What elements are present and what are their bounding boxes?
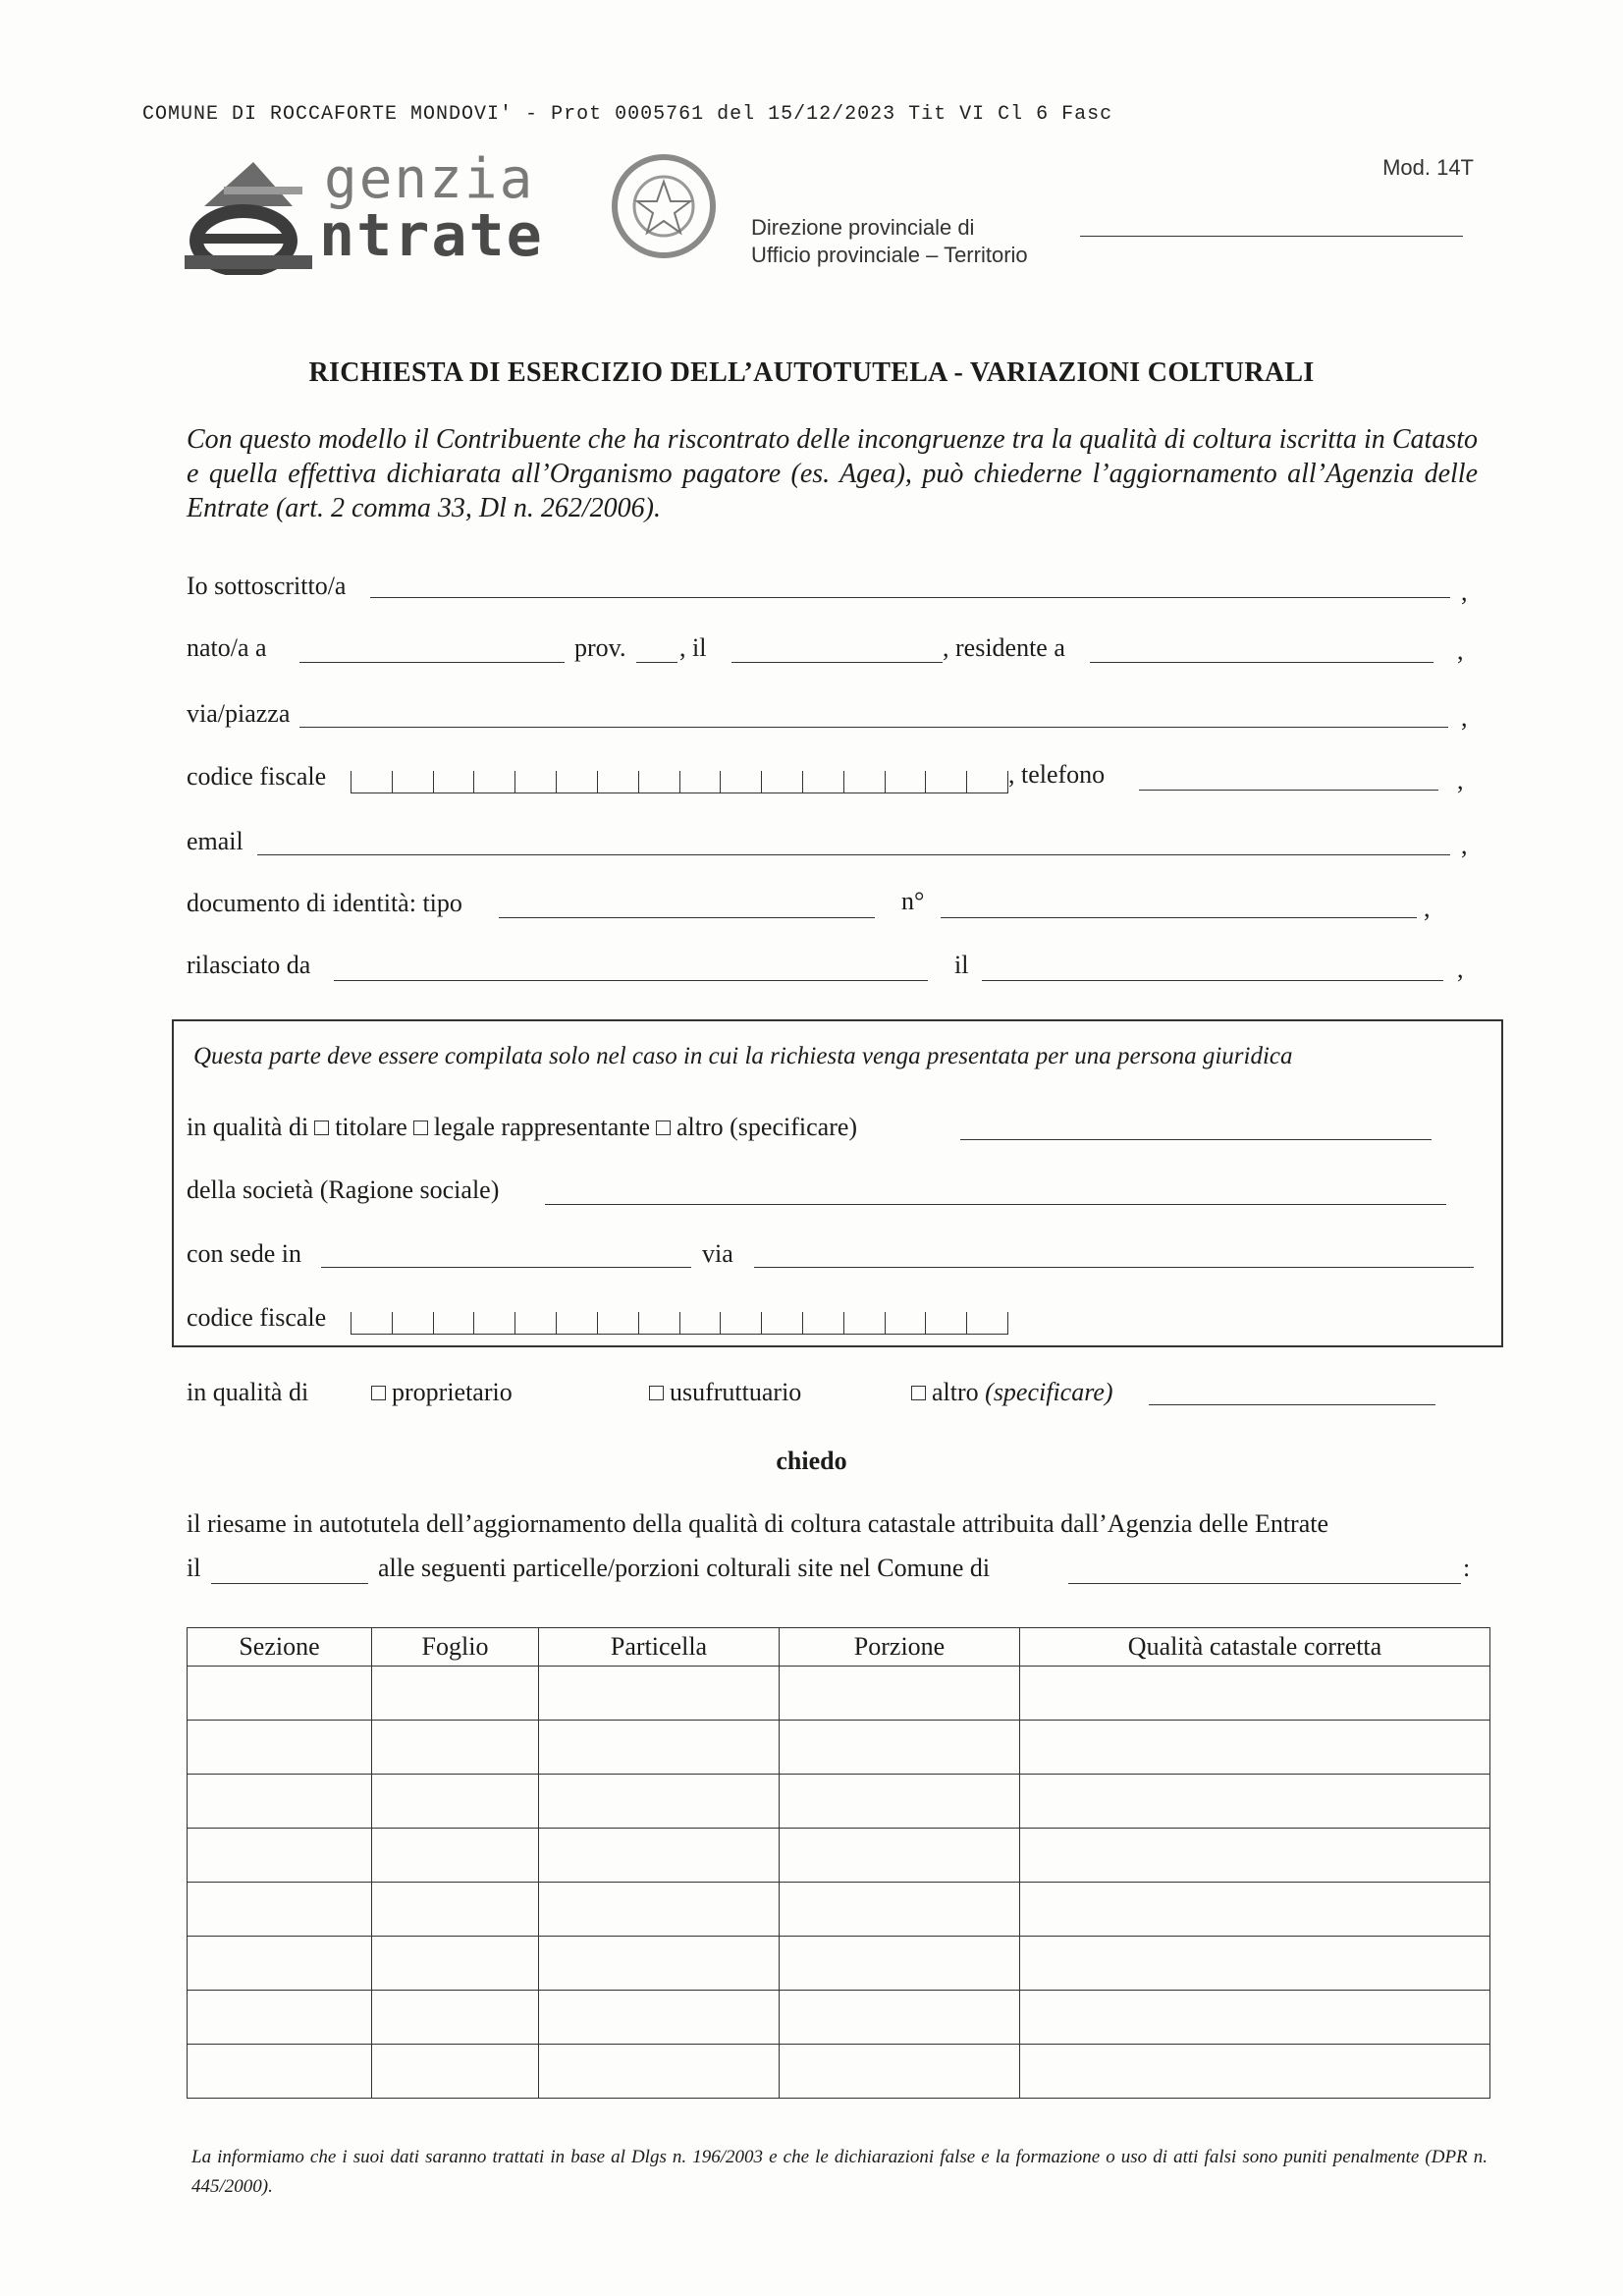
documento-label: documento di identità: tipo xyxy=(187,889,462,917)
table-cell[interactable] xyxy=(372,1883,539,1937)
direzione-input-line[interactable] xyxy=(1080,236,1463,237)
documento-numero-field[interactable] xyxy=(941,917,1417,918)
table-cell[interactable] xyxy=(539,1775,780,1829)
logo-text-genzia: genzia xyxy=(324,147,535,211)
table-cell[interactable] xyxy=(1020,1937,1490,1991)
box-cf-label: codice fiscale xyxy=(187,1303,327,1332)
comma: , xyxy=(1457,955,1464,983)
table-cell[interactable] xyxy=(1020,1829,1490,1883)
box-via-field[interactable] xyxy=(754,1267,1474,1268)
col-porzione: Porzione xyxy=(780,1628,1020,1667)
table-cell[interactable] xyxy=(539,1667,780,1721)
mod-number: Mod. 14T xyxy=(1382,155,1474,180)
table-cell[interactable] xyxy=(1020,1991,1490,2045)
riesame-il-label: il xyxy=(187,1554,201,1582)
email-label: email xyxy=(187,827,243,855)
chiedo-label: chiedo xyxy=(776,1447,847,1475)
nato-label: nato/a a xyxy=(187,633,267,662)
particelle-table xyxy=(187,1627,1490,2099)
logo-a-shape xyxy=(204,162,293,206)
table-cell[interactable] xyxy=(188,1667,372,1721)
numero-label: n° xyxy=(901,887,925,915)
rilasciato-label: rilasciato da xyxy=(187,951,311,979)
sottoscritto-field[interactable] xyxy=(370,597,1450,598)
specificare-label: (specificare) xyxy=(985,1378,1113,1406)
table-cell[interactable] xyxy=(780,1883,1020,1937)
table-cell[interactable] xyxy=(372,1991,539,2045)
direzione-label: Direzione provinciale di xyxy=(751,215,975,240)
proprietario-option xyxy=(365,1378,513,1407)
protocol-stamp: COMUNE DI ROCCAFORTE MONDOVI' - Prot 0005761 del 15/12/2023 Tit VI Cl 6 Fasc xyxy=(142,103,1113,126)
qualita-altro-label: altro xyxy=(932,1378,979,1406)
table-cell[interactable] xyxy=(372,1775,539,1829)
proprietario-label: proprietario xyxy=(392,1378,513,1406)
il-label: , il xyxy=(679,633,707,662)
table-cell[interactable] xyxy=(372,1667,539,1721)
altro-option xyxy=(905,1378,1113,1407)
table-cell[interactable] xyxy=(1020,1775,1490,1829)
cf-label: codice fiscale xyxy=(187,762,327,791)
altro-label: altro (specificare) xyxy=(676,1113,858,1141)
prov-label: prov. xyxy=(574,633,626,662)
table-row xyxy=(188,1991,1490,2045)
table-cell[interactable] xyxy=(372,1721,539,1775)
table-cell[interactable] xyxy=(539,1937,780,1991)
residente-label: , residente a xyxy=(943,633,1065,662)
riesame-line2: alle seguenti particelle/porzioni colturali site nel Comune di xyxy=(378,1554,991,1582)
table-row xyxy=(188,1667,1490,1721)
riesame-data-field[interactable] xyxy=(211,1583,368,1584)
table-cell[interactable] xyxy=(372,1937,539,1991)
table-header-row xyxy=(188,1628,1490,1667)
table-row xyxy=(188,2045,1490,2099)
rilasciato-il-label: il xyxy=(954,951,969,979)
codice-fiscale-boxes[interactable] xyxy=(351,771,1008,793)
table-row xyxy=(188,1883,1490,1937)
box-qualita-row xyxy=(187,1113,857,1142)
documento-tipo-field[interactable] xyxy=(499,917,875,918)
sottoscritto-label: Io sottoscritto/a xyxy=(187,572,347,600)
col-sezion: Sezione xyxy=(188,1628,372,1667)
via-label: via/piazza xyxy=(187,699,291,728)
logo-text-ntrate: ntrate xyxy=(319,201,544,270)
data-nascita-field[interactable] xyxy=(731,662,943,663)
altro-checkbox[interactable] xyxy=(656,1121,671,1135)
usufruttuario-checkbox[interactable] xyxy=(649,1386,664,1400)
box-codice-fiscale-boxes[interactable] xyxy=(351,1312,1008,1335)
societa-label: della società (Ragione sociale) xyxy=(187,1175,500,1204)
table-cell[interactable] xyxy=(539,1721,780,1775)
table-cell[interactable] xyxy=(780,1991,1020,2045)
box-qualita-label: in qualità di xyxy=(187,1113,309,1141)
proprietario-checkbox[interactable] xyxy=(371,1386,386,1400)
table-row xyxy=(188,1721,1490,1775)
table-cell[interactable] xyxy=(539,2045,780,2099)
comma: , xyxy=(1461,577,1468,606)
form-title: RICHIESTA DI ESERCIZIO DELL’AUTOTUTELA - VARIAZIONI COLTURALI xyxy=(308,357,1315,388)
table-cell[interactable] xyxy=(780,1829,1020,1883)
rilasciato-field[interactable] xyxy=(334,980,928,981)
table-cell[interactable] xyxy=(1020,2045,1490,2099)
col-foglio: Foglio xyxy=(372,1628,539,1667)
table-cell[interactable] xyxy=(372,1829,539,1883)
emblem-icon xyxy=(615,157,713,255)
legale-checkbox[interactable] xyxy=(413,1121,428,1135)
table-cell[interactable] xyxy=(188,1883,372,1937)
table-row xyxy=(188,1937,1490,1991)
comma: , xyxy=(1461,831,1468,859)
table-cell[interactable] xyxy=(188,1721,372,1775)
office-block xyxy=(751,214,1028,269)
sede-label: con sede in xyxy=(187,1239,301,1268)
privacy-footer: La informiamo che i suoi dati saranno trattati in base al Dlgs n. 196/2003 e che le dichiarazioni false e la formazione o uso di atti falsi sono puniti penalmente (DPR n. 445/2000). xyxy=(191,2147,1488,2197)
table-cell[interactable] xyxy=(1020,1667,1490,1721)
telefono-field[interactable] xyxy=(1139,790,1438,791)
comma: , xyxy=(1424,894,1431,922)
table-cell[interactable] xyxy=(780,1775,1020,1829)
box-via-label: via xyxy=(702,1239,733,1268)
table-cell[interactable] xyxy=(539,1991,780,2045)
rilasciato-data-field[interactable] xyxy=(982,980,1443,981)
table-cell[interactable] xyxy=(188,2045,372,2099)
ufficio-label: Ufficio provinciale – Territorio xyxy=(751,243,1028,267)
prov-field[interactable] xyxy=(636,662,677,663)
email-field[interactable] xyxy=(257,854,1450,855)
comma: , xyxy=(1457,766,1464,794)
usufruttuario-label: usufruttuario xyxy=(670,1378,802,1406)
riesame-line1: il riesame in autotutela dell’aggiornamento della qualità di coltura catastale attribuita dall’Agenzia delle Entrate xyxy=(187,1509,1329,1538)
table-cell[interactable] xyxy=(188,1937,372,1991)
table-row xyxy=(188,1775,1490,1829)
table-cell[interactable] xyxy=(1020,1721,1490,1775)
col-qualita: Qualità catastale corretta xyxy=(1020,1628,1490,1667)
table-cell[interactable] xyxy=(780,2045,1020,2099)
residente-field[interactable] xyxy=(1090,662,1434,663)
table-cell[interactable] xyxy=(188,1775,372,1829)
table-cell[interactable] xyxy=(780,1937,1020,1991)
qualita-altro-checkbox[interactable] xyxy=(911,1386,926,1400)
table-cell[interactable] xyxy=(188,1829,372,1883)
table-row xyxy=(188,1829,1490,1883)
titolare-checkbox[interactable] xyxy=(314,1121,329,1135)
qualita-altro-field[interactable] xyxy=(1149,1404,1435,1405)
table-cell[interactable] xyxy=(1020,1883,1490,1937)
box-altro-field[interactable] xyxy=(960,1139,1432,1140)
comma: , xyxy=(1461,703,1468,732)
col-particella: Particella xyxy=(539,1628,780,1667)
table-cell[interactable] xyxy=(539,1829,780,1883)
table-cell[interactable] xyxy=(188,1991,372,2045)
via-field[interactable] xyxy=(299,727,1448,728)
colon: : xyxy=(1463,1554,1471,1582)
table-cell[interactable] xyxy=(539,1883,780,1937)
intro-text: Con questo modello il Contribuente che ha riscontrato delle incongruenze tra la qualità di coltura iscritta in Catasto e quella effettiva dichiarata all’Organismo pagatore (es. Agea), può chiederne l’aggiornamento all’Agenzia delle Entrate (art. 2 comma 33, Dl n. 262/2006). xyxy=(187,424,1478,523)
titolare-label: titolare xyxy=(335,1113,407,1141)
usufruttuario-option xyxy=(643,1378,801,1407)
box-note: Questa parte deve essere compilata solo nel caso in cui la richiesta venga presentata per una persona giuridica xyxy=(193,1043,1293,1069)
nato-field[interactable] xyxy=(299,662,565,663)
qualita-label: in qualità di xyxy=(187,1378,309,1406)
comune-field[interactable] xyxy=(1068,1583,1461,1584)
table-cell[interactable] xyxy=(780,1721,1020,1775)
telefono-label: , telefono xyxy=(1008,760,1106,789)
table-cell[interactable] xyxy=(780,1667,1020,1721)
societa-field[interactable] xyxy=(545,1204,1446,1205)
sede-field[interactable] xyxy=(321,1267,691,1268)
legale-label: legale rappresentante xyxy=(433,1113,650,1141)
table-cell[interactable] xyxy=(372,2045,539,2099)
comma: , xyxy=(1457,636,1464,665)
